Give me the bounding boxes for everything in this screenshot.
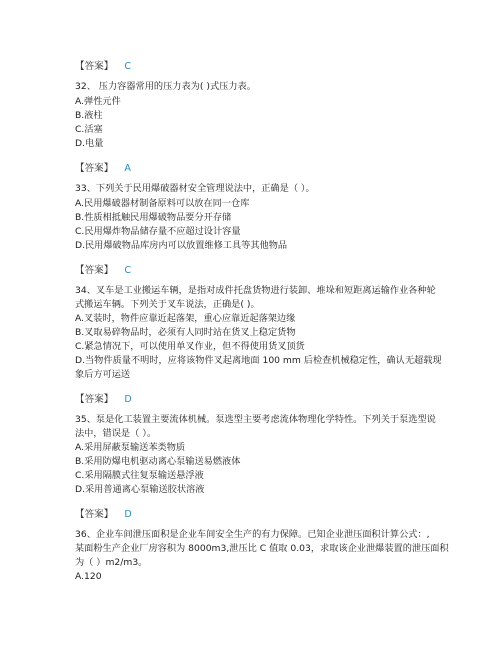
answer-value: C bbox=[124, 61, 132, 72]
question-36-stem-line3: 为（ ）m2/m3。 bbox=[75, 557, 148, 568]
question-32-stem: 32、 压力容器常用的压力表为( )式压力表。 bbox=[75, 81, 256, 92]
answer-value: D bbox=[124, 509, 132, 520]
question-33-option-a: A.民用爆破器材制备原料可以放在同一仓库 bbox=[75, 198, 250, 209]
question-36-stem-line1: 36、企业车间泄压面积是企业车间安全生产的有力保障。已知企业泄压面积计算公式：, bbox=[75, 529, 430, 540]
question-32-option-c: C.活塞 bbox=[75, 124, 103, 135]
answer-value: C bbox=[124, 265, 132, 276]
question-33-option-c: C.民用爆炸物品储存量不应超过设计容量 bbox=[75, 226, 241, 237]
answer-label: 【答案】 bbox=[75, 265, 114, 276]
question-36-stem-line2: 某面粉生产企业厂房容积为 8000m3,泄压比 C 值取 0.03，求取该企业泄爆装置的泄压面积 bbox=[75, 543, 449, 554]
question-35-stem-line2: 法中，错误是（ ）。 bbox=[75, 428, 157, 439]
answer-label: 【答案】 bbox=[75, 61, 114, 72]
answer-35 bbox=[75, 506, 132, 520]
answer-31 bbox=[75, 58, 131, 72]
answer-label: 【答案】 bbox=[75, 394, 114, 405]
question-33-option-d: D.民用爆破物品库房内可以放置维修工具等其他物品 bbox=[75, 240, 288, 251]
question-35-option-c: C.采用隔膜式往复泵输送悬浮液 bbox=[75, 470, 204, 481]
answer-label: 【答案】 bbox=[75, 509, 114, 520]
answer-label: 【答案】 bbox=[75, 163, 114, 174]
answer-value: D bbox=[124, 394, 132, 405]
answer-34 bbox=[75, 391, 132, 405]
question-34-option-c: C.紧急情况下，可以使用单叉作业，但不得使用货叉顶货 bbox=[75, 341, 305, 352]
question-35-stem-line1: 35、泵是化工装置主要流体机械。泵选型主要考虑流体物理化学特性。下列关于泵选型说 bbox=[75, 414, 436, 425]
question-34-option-d-cont: 象后方可运送 bbox=[75, 369, 131, 380]
answer-32 bbox=[75, 160, 131, 174]
question-33-option-b: B.性质相抵触民用爆破物品要分开存储 bbox=[75, 212, 232, 223]
answer-value: A bbox=[124, 163, 131, 174]
question-36-option-a: A.120 bbox=[75, 571, 102, 582]
question-34-option-d: D.当物件质量不明时，应将该物件叉起离地面 100 mm 后检查机械稳定性，确认无超载现 bbox=[75, 355, 442, 366]
answer-33 bbox=[75, 262, 131, 276]
question-34-stem-line1: 34、叉车是工业搬运车辆，是指对成件托盘货物进行装卸、堆垛和短距离运输作业各种轮 bbox=[75, 285, 436, 296]
question-34-stem-line2: 式搬运车辆。下列关于叉车说法，正确是( )。 bbox=[75, 299, 260, 310]
question-32-option-d: D.电量 bbox=[75, 138, 104, 149]
question-35-option-d: D.采用普通离心泵输送胶状溶液 bbox=[75, 484, 205, 495]
question-32-option-b: B.液柱 bbox=[75, 110, 103, 121]
question-33-stem: 33、下列关于民用爆破器材安全管理说法中，正确是（ ）。 bbox=[75, 183, 315, 194]
question-34-option-a: A.叉装时，物件应靠近起落架，重心应靠近起落架边缘 bbox=[75, 313, 296, 324]
question-32-option-a: A.弹性元件 bbox=[75, 96, 121, 107]
question-34-option-b: B.叉取易碎物品时，必须有人同时站在货叉上稳定货物 bbox=[75, 327, 296, 338]
question-35-option-a: A.采用屏蔽泵输送苯类物质 bbox=[75, 442, 186, 453]
question-35-option-b: B.采用防爆电机驱动离心泵输送易燃液体 bbox=[75, 456, 241, 467]
